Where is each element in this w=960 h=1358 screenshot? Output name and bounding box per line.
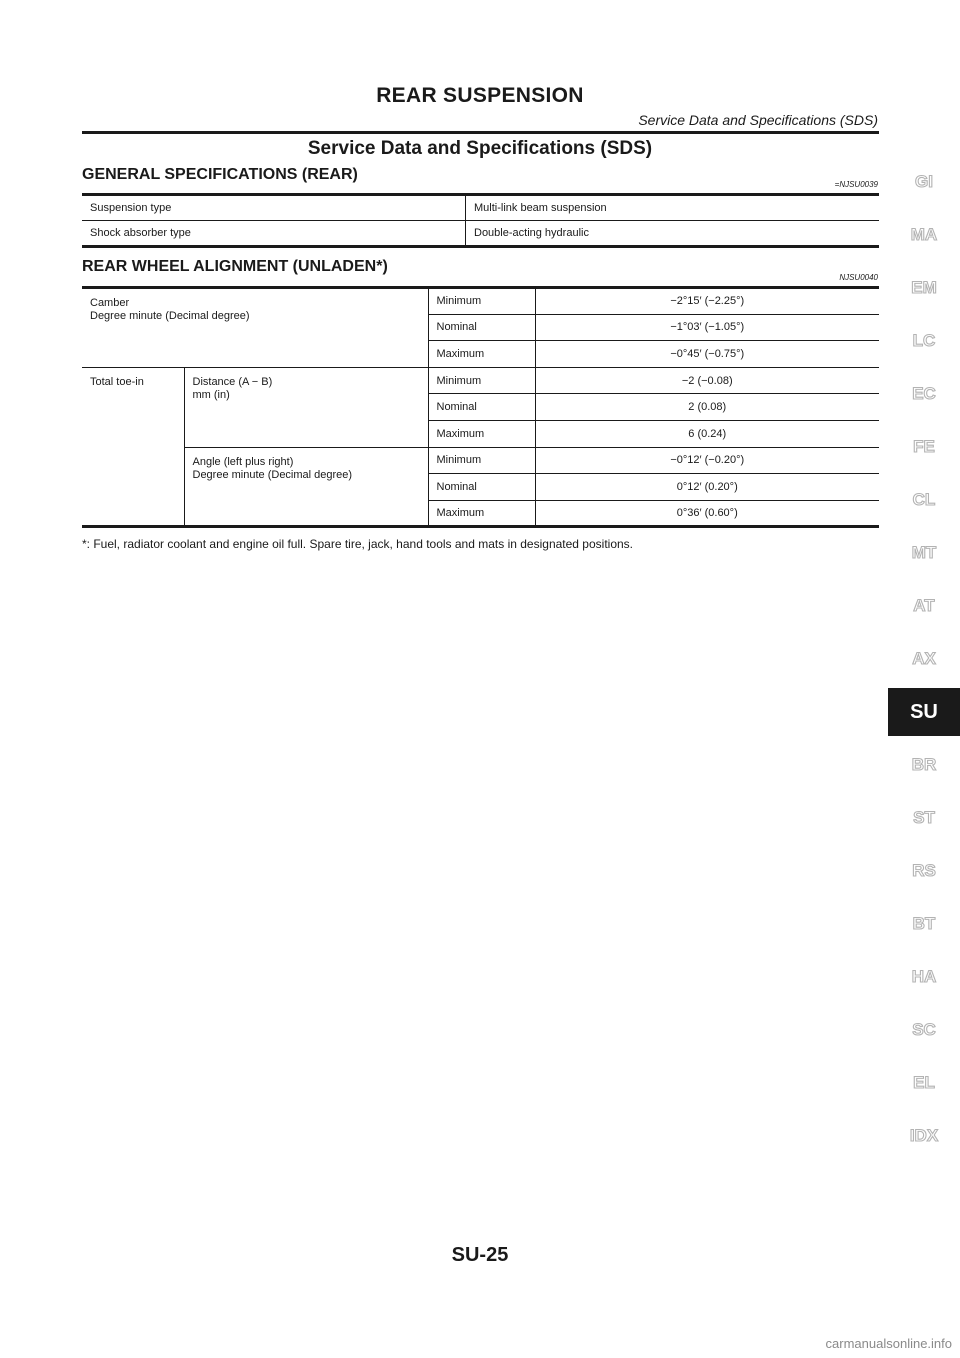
table-cell: Multi-link beam suspension [474, 202, 607, 214]
toe-in-label: Total toe-in [82, 367, 184, 527]
page-title: Service Data and Specifications (SDS) [307, 138, 653, 159]
watermark: carmanualsonline.info [825, 1336, 952, 1351]
section-title: REAR SUSPENSION [376, 84, 584, 107]
table-cell: Nominal [428, 474, 535, 501]
alignment-code: NJSU0040 [839, 273, 878, 282]
table-cell: 0°36′ (0.60°) [535, 500, 879, 527]
table-cell: Nominal [428, 394, 535, 421]
tab-bt[interactable]: BT [912, 914, 936, 933]
distance-label: Distance (A − B) mm (in) [184, 367, 428, 447]
tab-mt[interactable]: MT [911, 543, 937, 562]
tab-ax[interactable]: AX [912, 649, 936, 668]
table-cell: 2 (0.08) [535, 394, 879, 421]
tab-ma[interactable]: MA [910, 225, 938, 244]
tab-idx[interactable]: IDX [909, 1126, 939, 1145]
table-cell: Nominal [428, 314, 535, 341]
tab-el[interactable]: EL [913, 1073, 935, 1092]
table-row [82, 195, 879, 221]
general-spec-heading: GENERAL SPECIFICATIONS (REAR) [82, 166, 358, 183]
section-subtitle: Service Data and Specifications (SDS) [638, 112, 878, 128]
alignment-heading: REAR WHEEL ALIGNMENT (UNLADEN*) [82, 258, 388, 275]
table-cell: Double-acting hydraulic [466, 221, 880, 247]
table-cell: Minimum [428, 288, 535, 315]
table-cell: −2 (−0.08) [535, 367, 879, 394]
table-cell: Maximum [428, 341, 535, 368]
footnote: *: Fuel, radiator coolant and engine oil full. Spare tire, jack, hand tools and mats in designated positions. [82, 537, 633, 551]
table-cell: −2°15′ (−2.25°) [535, 288, 879, 315]
table-row [82, 221, 879, 247]
table-cell: 0°12′ (0.20°) [535, 474, 879, 501]
tab-ha[interactable]: HA [911, 967, 937, 986]
table-cell: 6 (0.24) [535, 420, 879, 447]
tab-su[interactable]: SU [888, 688, 960, 736]
table-cell: Suspension type [82, 195, 466, 221]
alignment-table [82, 286, 879, 528]
tab-fe[interactable]: FE [913, 437, 935, 456]
tab-at[interactable]: AT [913, 596, 935, 615]
tab-em[interactable]: EM [911, 278, 937, 297]
tab-ec[interactable]: EC [912, 384, 936, 403]
tab-st[interactable]: ST [913, 808, 935, 827]
header-rule [82, 131, 879, 134]
tab-cl[interactable]: CL [912, 490, 936, 509]
tab-sc[interactable]: SC [912, 1020, 936, 1039]
page-number: SU-25 [451, 1244, 509, 1266]
tab-rs[interactable]: RS [912, 861, 936, 880]
angle-label: Angle (left plus right) Degree minute (Decimal degree) [184, 447, 428, 527]
general-spec-table [82, 193, 879, 248]
table-cell: Shock absorber type [82, 221, 466, 247]
camber-label: Camber Degree minute (Decimal degree) [90, 297, 250, 322]
table-cell: −1°03′ (−1.05°) [535, 314, 879, 341]
table-cell: Maximum [428, 500, 535, 527]
tab-gi[interactable]: GI [915, 172, 933, 191]
general-spec-code: =NJSU0039 [834, 180, 878, 189]
table-cell: −0°45′ (−0.75°) [535, 341, 879, 368]
table-cell: −0°12′ (−0.20°) [535, 447, 879, 474]
table-cell: Minimum [428, 447, 535, 474]
tab-br[interactable]: BR [911, 755, 937, 774]
tab-lc[interactable]: LC [912, 331, 936, 350]
table-row [82, 447, 879, 474]
table-row [82, 367, 879, 394]
table-row [82, 288, 879, 315]
table-cell: Minimum [428, 367, 535, 394]
table-cell: Maximum [428, 420, 535, 447]
